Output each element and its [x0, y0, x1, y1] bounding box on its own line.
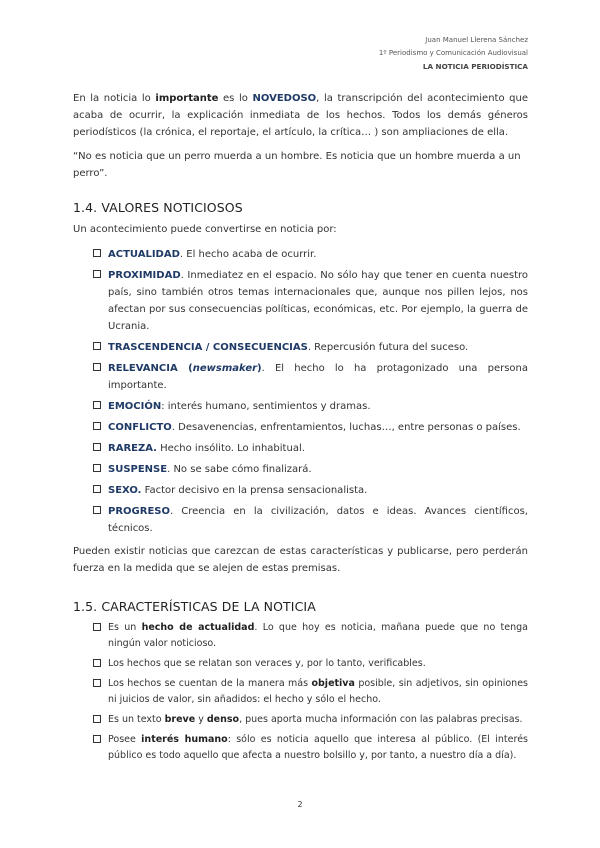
item-emphasis: breve: [164, 714, 196, 725]
list-item: [93, 398, 528, 415]
page-content: [73, 90, 528, 768]
list-item: [93, 656, 528, 672]
item-keyword-italic: newsmaker: [192, 363, 258, 374]
intro-emphasis-importante: importante: [155, 93, 219, 104]
item-text: Es un: [108, 622, 142, 633]
item-text: . El hecho acaba de ocurrir.: [179, 249, 317, 260]
section-lead: Un acontecimiento puede convertirse en noticia por:: [73, 224, 337, 235]
caracteristicas-list: [73, 620, 528, 764]
item-text: Los hechos que se relatan son veraces y, por lo tanto, verificables.: [108, 658, 426, 669]
list-item: [93, 440, 528, 457]
list-item: [93, 360, 528, 394]
item-keyword: EMOCIÓN: [108, 401, 162, 412]
checkbox-icon[interactable]: [93, 422, 101, 430]
list-item: [93, 482, 528, 499]
item-text: : interés humano, sentimientos y dramas.: [161, 401, 371, 412]
item-keyword: SEXO.: [108, 485, 142, 496]
intro-emphasis-novedoso: NOVEDOSO: [252, 93, 317, 104]
checkbox-icon[interactable]: [93, 506, 101, 514]
list-item: [93, 712, 528, 728]
item-text: Posee: [108, 734, 142, 745]
header-author: Juan Manuel Llerena Sánchez: [425, 36, 528, 44]
item-emphasis: objetiva: [311, 678, 355, 689]
item-keyword: TRASCENDENCIA / CONSECUENCIAS: [108, 342, 308, 353]
header-course: 1º Periodismo y Comunicación Audiovisual: [378, 49, 528, 57]
intro-paragraph: [73, 90, 528, 141]
item-text: . No se sabe cómo finalizará.: [167, 464, 312, 475]
section-title-valores: 1.4. VALORES NOTICIOSOS: [73, 200, 243, 215]
item-text: Hecho insólito. Lo inhabitual.: [156, 443, 305, 454]
page-number: 2: [297, 800, 303, 809]
page-header: [379, 34, 528, 73]
item-text: : sólo es noticia aquello que interesa al público. (El interés público es todo aquello que afecta a nuestro bolsillo y, por tanto, a nuestro día a día).: [108, 734, 528, 761]
item-text: Factor decisivo en la prensa sensacionalista.: [141, 485, 368, 496]
item-emphasis: hecho de actualidad: [141, 622, 255, 633]
item-text: posible, sin adjetivos, sin opiniones ni juicios de valor, sin añadidos: el hecho y sólo el hecho.: [108, 678, 528, 705]
checkbox-icon[interactable]: [93, 270, 101, 278]
section-title-caracteristicas: 1.5. CARACTERÍSTICAS DE LA NOTICIA: [73, 599, 316, 614]
item-text: Es un texto: [108, 714, 165, 725]
item-keyword: ): [257, 363, 262, 374]
item-text: . El hecho lo ha protagonizado una persona importante.: [108, 363, 528, 391]
checkbox-icon[interactable]: [93, 443, 101, 451]
checkbox-icon[interactable]: [93, 735, 101, 743]
list-item: [93, 676, 528, 708]
checkbox-icon[interactable]: [93, 623, 101, 631]
item-emphasis: denso: [206, 714, 240, 725]
section-closing: Pueden existir noticias que carezcan de estas características y publicarse, pero perderán fuerza en la medida que se alejen de estas premisas.: [73, 546, 528, 574]
checkbox-icon[interactable]: [93, 401, 101, 409]
intro-quote: “No es noticia que un perro muerda a un hombre. Es noticia que un hombre muerda a un perro”.: [73, 151, 521, 179]
item-emphasis: interés humano: [141, 734, 228, 745]
list-item: [93, 503, 528, 537]
item-text: , pues aporta mucha información con las palabras precisas.: [239, 714, 523, 725]
checkbox-icon[interactable]: [93, 679, 101, 687]
checkbox-icon[interactable]: [93, 464, 101, 472]
header-topic: LA NOTICIA PERIODÍSTICA: [422, 62, 528, 71]
checkbox-icon[interactable]: [93, 249, 101, 257]
item-keyword: RAREZA.: [108, 443, 157, 454]
item-text: . Desavenencias, enfrentamientos, luchas…, entre personas o países.: [171, 422, 521, 433]
checkbox-icon[interactable]: [93, 715, 101, 723]
list-item: [93, 267, 528, 335]
item-text: . Creencia en la civilización, datos e ideas. Avances científicos, técnicos.: [108, 506, 528, 534]
list-item: [93, 620, 528, 652]
valores-list: [73, 246, 528, 537]
intro-text: es lo: [218, 93, 253, 104]
list-item: [93, 732, 528, 764]
list-item: [93, 339, 528, 356]
item-text: . Repercusión futura del suceso.: [307, 342, 469, 353]
item-keyword: RELEVANCIA (: [108, 363, 193, 374]
checkbox-icon[interactable]: [93, 342, 101, 350]
item-text: Los hechos se cuentan de la manera más: [108, 678, 312, 689]
item-text: y: [195, 714, 207, 725]
item-keyword: SUSPENSE: [108, 464, 168, 475]
item-keyword: PROXIMIDAD: [108, 270, 181, 281]
item-keyword: ACTUALIDAD: [108, 249, 180, 260]
item-keyword: CONFLICTO: [108, 422, 172, 433]
checkbox-icon[interactable]: [93, 659, 101, 667]
checkbox-icon[interactable]: [93, 485, 101, 493]
list-item: [93, 246, 528, 263]
list-item: [93, 461, 528, 478]
checkbox-icon[interactable]: [93, 363, 101, 371]
item-text: . Inmediatez en el espacio. No sólo hay que tener en cuenta nuestro país, sino también otros temas internacionales que, aunque nos pillen lejos, nos afectan por sus consecuencias políticas, económicas, etc. Por ejemplo, la guerra de Ucrania.: [108, 270, 528, 332]
item-keyword: PROGRESO: [108, 506, 170, 517]
intro-text: En la noticia lo: [73, 93, 156, 104]
item-text: . Lo que hoy es noticia, mañana puede que no tenga ningún valor noticioso.: [108, 622, 528, 649]
list-item: [93, 419, 528, 436]
intro-text: , la transcripción del acontecimiento que acaba de ocurrir, la explicación inmediata de los hechos. Todos los demás géneros periodísticos (la crónica, el reportaje, el artículo, la crítica… ) son ampliaciones de ella.: [73, 93, 528, 138]
